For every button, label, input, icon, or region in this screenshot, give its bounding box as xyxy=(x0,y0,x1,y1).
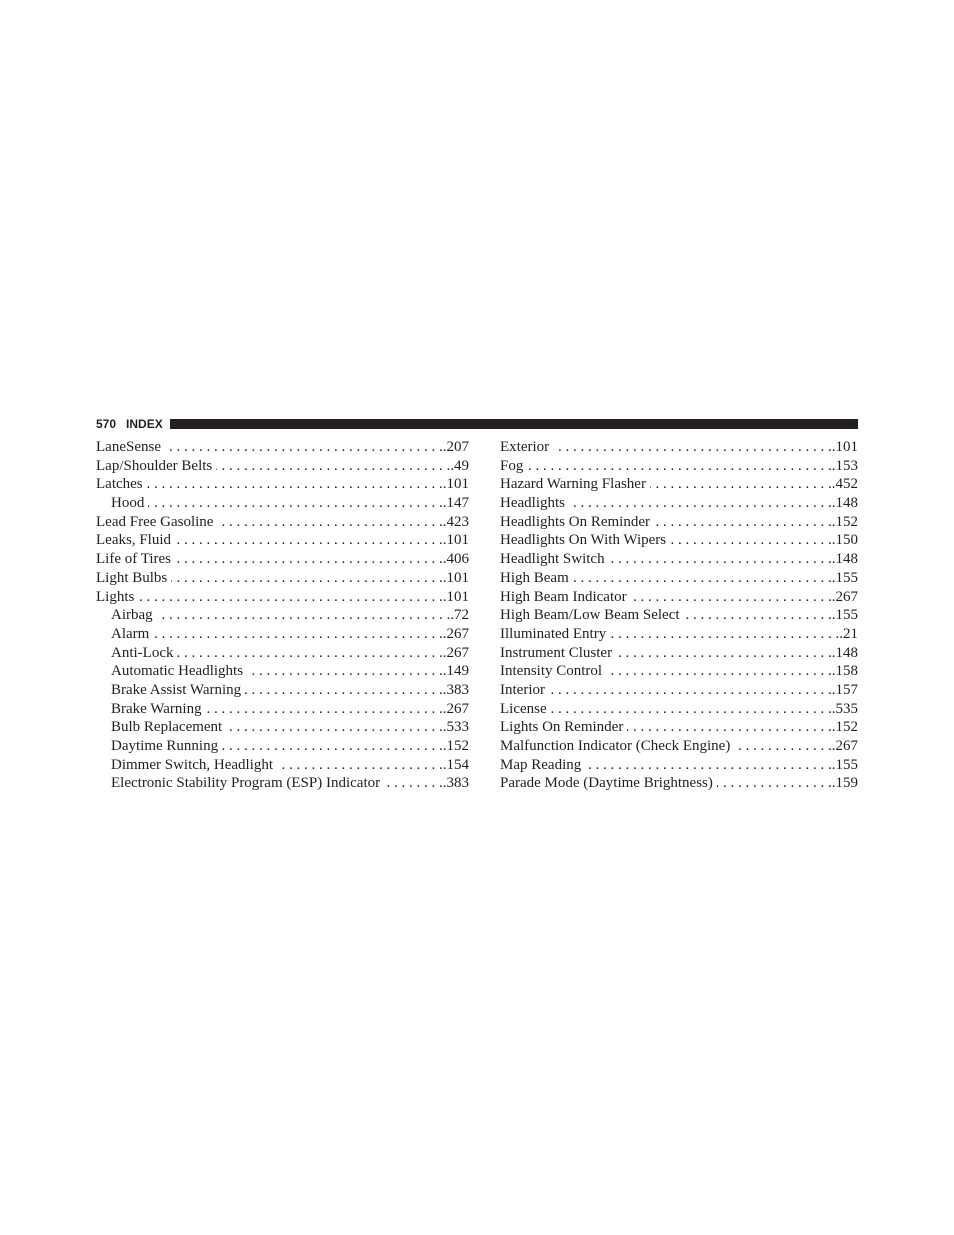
dot-leader xyxy=(734,737,831,756)
index-page-ref: .150 xyxy=(831,532,858,549)
index-column-right xyxy=(500,438,858,793)
index-entry xyxy=(500,644,858,663)
index-page-ref: .157 xyxy=(831,681,858,698)
index-page-ref: .149 xyxy=(442,663,469,680)
index-term: Exterior xyxy=(500,439,550,455)
dot-leader xyxy=(616,644,832,663)
index-entry xyxy=(500,569,858,588)
index-page-ref: .154 xyxy=(442,756,469,773)
index-page-ref: .267 xyxy=(831,738,858,754)
index-page-ref: .535 xyxy=(831,700,858,717)
index-term: License xyxy=(500,700,547,717)
index-subentry xyxy=(96,662,469,681)
index-term: Interior xyxy=(500,681,545,698)
dot-leader xyxy=(165,438,443,457)
index-page-ref: .101 xyxy=(442,476,469,493)
index-term: LaneSense xyxy=(96,439,161,455)
dot-leader xyxy=(553,438,832,457)
index-term: Brake Assist Warning xyxy=(111,681,242,698)
index-entry xyxy=(500,513,858,532)
index-page-ref: .267 xyxy=(442,644,469,661)
index-entry xyxy=(500,718,858,737)
index-term: Electronic Stability Program (ESP) Indicator xyxy=(111,775,381,792)
index-term: Illuminated Entry xyxy=(500,625,607,642)
index-page-ref: .147 xyxy=(442,495,469,512)
dot-leader xyxy=(654,513,832,532)
index-page-ref: .101 xyxy=(442,588,469,605)
index-page-ref: .101 xyxy=(442,532,469,549)
dot-leader xyxy=(245,681,443,700)
dot-leader xyxy=(222,737,443,756)
index-subentry xyxy=(96,700,469,719)
dot-leader xyxy=(153,625,442,644)
dot-leader xyxy=(569,494,832,513)
index-page-ref: .423 xyxy=(442,513,469,530)
dot-leader xyxy=(631,588,832,607)
index-entry xyxy=(96,513,469,532)
index-page-ref: .452 xyxy=(831,476,858,493)
index-entry xyxy=(500,457,858,476)
index-term: Light Bulbs xyxy=(96,569,168,586)
index-term: Life of Tires xyxy=(96,551,171,568)
dot-leader xyxy=(610,625,839,644)
dot-leader xyxy=(148,494,442,513)
index-entry xyxy=(500,737,858,756)
index-term: Airbag xyxy=(111,607,153,624)
index-term: Headlights On Reminder xyxy=(500,513,650,530)
dot-leader xyxy=(217,513,442,532)
index-term: High Beam xyxy=(500,569,569,586)
dot-leader xyxy=(717,774,832,793)
index-page-ref: .148 xyxy=(831,644,858,661)
index-column-left xyxy=(96,438,469,793)
index-term: Dimmer Switch, Headlight xyxy=(111,756,274,773)
dot-leader xyxy=(573,569,832,588)
index-subentry xyxy=(96,774,469,793)
index-term: Lights xyxy=(96,588,135,605)
index-entry xyxy=(500,494,858,513)
index-page-ref: .152 xyxy=(831,719,858,736)
dot-leader xyxy=(175,531,443,550)
index-page-ref: .148 xyxy=(831,495,858,512)
dot-leader xyxy=(147,475,443,494)
index-term: Headlights On With Wipers xyxy=(500,532,667,549)
index-entry xyxy=(500,588,858,607)
index-entry xyxy=(500,606,858,625)
index-entry xyxy=(500,774,858,793)
index-term: Hood xyxy=(111,495,145,512)
index-subentry xyxy=(96,681,469,700)
index-entry xyxy=(500,700,858,719)
dot-leader xyxy=(585,756,832,775)
section-title: INDEX xyxy=(126,417,163,431)
index-entry xyxy=(500,681,858,700)
index-page-ref: .155 xyxy=(831,756,858,773)
dot-leader xyxy=(138,588,442,607)
index-term: Latches xyxy=(96,476,143,493)
index-page-ref: .152 xyxy=(831,513,858,530)
index-term: Malfunction Indicator (Check Engine) xyxy=(500,738,731,754)
index-page-ref: .267 xyxy=(831,588,858,605)
index-page-ref: .72 xyxy=(450,607,469,624)
index-term: High Beam Indicator xyxy=(500,588,627,605)
dot-leader xyxy=(157,606,451,625)
index-entry xyxy=(96,550,469,569)
index-page-ref: .383 xyxy=(442,681,469,698)
dot-leader xyxy=(175,550,443,569)
index-entry xyxy=(96,438,469,457)
index-page-ref: .406 xyxy=(442,551,469,568)
dot-leader xyxy=(670,531,832,550)
index-term: Intensity Control xyxy=(500,663,603,680)
dot-leader xyxy=(684,606,832,625)
index-page-ref: .21 xyxy=(839,625,858,642)
running-header xyxy=(96,417,858,431)
index-page-ref: .158 xyxy=(831,663,858,680)
index-subentry xyxy=(96,737,469,756)
index-entry xyxy=(96,531,469,550)
index-term: Lap/Shoulder Belts xyxy=(96,457,213,474)
index-term: Lights On Reminder xyxy=(500,719,624,736)
index-page-ref: .159 xyxy=(831,775,858,792)
index-page-ref: .207 xyxy=(442,439,469,455)
index-term: Headlights xyxy=(500,495,565,512)
index-term: Automatic Headlights xyxy=(111,663,244,680)
dot-leader xyxy=(247,662,443,681)
index-term: Anti-Lock xyxy=(111,644,174,661)
index-page-ref: .148 xyxy=(831,551,858,568)
index-term: Lead Free Gasoline xyxy=(96,513,214,530)
index-term: Hazard Warning Flasher xyxy=(500,476,646,493)
index-term: Bulb Replacement xyxy=(111,719,223,736)
dot-leader xyxy=(627,718,831,737)
index-subentry xyxy=(96,718,469,737)
index-subentry xyxy=(96,606,469,625)
index-entry xyxy=(96,588,469,607)
dot-leader xyxy=(606,662,832,681)
dot-leader xyxy=(177,644,442,663)
index-entry xyxy=(500,531,858,550)
dot-leader xyxy=(527,457,831,476)
dot-leader xyxy=(609,550,832,569)
index-entry xyxy=(96,475,469,494)
index-subentry xyxy=(96,625,469,644)
index-entry xyxy=(500,550,858,569)
dot-leader xyxy=(226,718,443,737)
dot-leader xyxy=(384,774,443,793)
index-subentry xyxy=(96,494,469,513)
index-entry xyxy=(500,756,858,775)
index-entry xyxy=(500,438,858,457)
index-term: Alarm xyxy=(111,625,150,642)
index-page-ref: .155 xyxy=(831,607,858,624)
index-subentry xyxy=(96,756,469,775)
index-page-ref: .267 xyxy=(442,625,469,642)
index-term: Leaks, Fluid xyxy=(96,532,171,549)
index-page-ref: .101 xyxy=(442,569,469,586)
index-page-ref: .101 xyxy=(831,439,858,455)
dot-leader xyxy=(551,700,832,719)
dot-leader xyxy=(549,681,832,700)
page-number: 570 xyxy=(96,417,117,431)
dot-leader xyxy=(171,569,442,588)
index-page-ref: .155 xyxy=(831,569,858,586)
index-page-ref: .383 xyxy=(442,775,469,792)
dot-leader xyxy=(216,457,450,476)
dot-leader xyxy=(206,700,443,719)
index-subentry xyxy=(96,644,469,663)
index-entry xyxy=(500,475,858,494)
header-rule xyxy=(170,419,858,429)
index-term: Fog xyxy=(500,457,524,474)
index-page-ref: .49 xyxy=(450,457,469,474)
index-entry xyxy=(96,457,469,476)
index-term: Instrument Cluster xyxy=(500,644,613,661)
index-entry xyxy=(500,662,858,681)
index-term: Brake Warning xyxy=(111,700,202,717)
dot-leader xyxy=(650,475,832,494)
index-term: High Beam/Low Beam Select xyxy=(500,607,680,624)
index-entry xyxy=(96,569,469,588)
index-term: Daytime Running xyxy=(111,738,219,754)
index-term: Headlight Switch xyxy=(500,551,605,568)
index-term: Map Reading xyxy=(500,756,582,773)
dot-leader xyxy=(277,756,443,775)
index-page-ref: .153 xyxy=(831,457,858,474)
index-page-ref: .267 xyxy=(442,700,469,717)
index-entry xyxy=(500,625,858,644)
index-term: Parade Mode (Daytime Brightness) xyxy=(500,775,713,792)
index-page-ref: .152 xyxy=(442,738,469,754)
index-page-ref: .533 xyxy=(442,719,469,736)
